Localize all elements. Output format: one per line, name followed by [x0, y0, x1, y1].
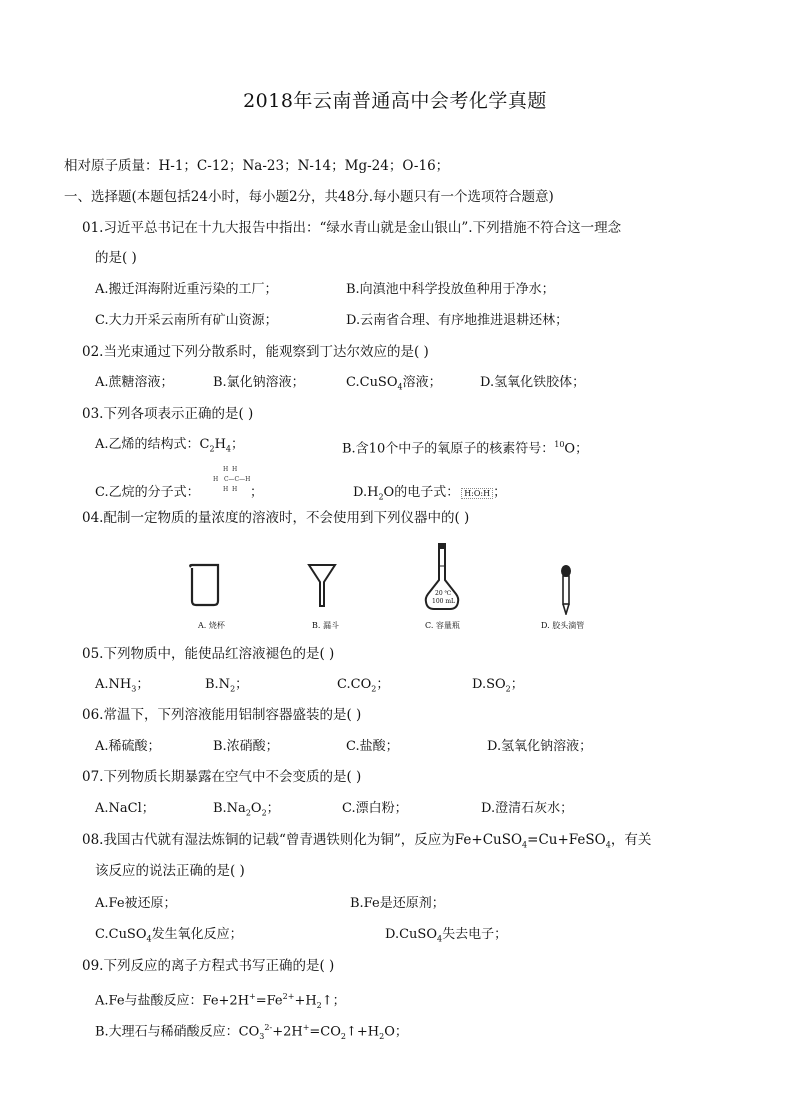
q2-option-b: B.氯化钠溶液； — [213, 375, 305, 390]
q1-option-c: C.大力开采云南所有矿山资源； — [95, 313, 278, 328]
q8-option-a: A.Fe被还原； — [95, 896, 177, 911]
caption-a: A. 烧杯 — [198, 621, 225, 630]
q6-option-b: B.浓硝酸； — [213, 739, 279, 754]
beaker-icon — [188, 563, 222, 607]
q5-option-c: $C.CO_2$； — [337, 677, 390, 694]
q5-option-d: $D.SO_2$； — [472, 677, 524, 694]
q2-option-d: D.氢氧化铁胶体； — [480, 375, 586, 390]
q6-stem: 06.常温下，下列溶液能用铝制容器盛装的是( ) — [82, 707, 362, 723]
section-heading: 一、选择题(本题包括24小时，每小题2分，共48分.每小题只有一个选项符合题意) — [64, 189, 554, 205]
atomic-mass-line: 相对原子质量：H-1；C-12；Na-23；N-14；Mg-24；O-16； — [64, 158, 450, 174]
q7-option-a: A.NaCl； — [95, 801, 155, 816]
q1-option-d: D.云南省合理、有序地推进退耕还林； — [346, 313, 569, 328]
flask-label-volume: 100 mL — [432, 598, 456, 605]
q3-stem: 03.下列各项表示正确的是( ) — [82, 406, 254, 422]
q3-option-b: B.含10个中子的氧原子的核素符号：$^{10}$O； — [342, 440, 589, 457]
q1-stem-line2: 的是( ) — [95, 250, 137, 266]
q9-option-b: B.大理石与稀硝酸反应：$CO_3^{2-}+2H^+=CO_2↑+H_2O$； — [95, 1023, 408, 1041]
q5-option-a: $A.NH_3$； — [95, 677, 150, 694]
q6-option-a: A.稀硫酸； — [95, 739, 161, 754]
q9-option-a: A.Fe与盐酸反应：$Fe+2H^+=Fe^{2+}+H_2↑$； — [95, 992, 346, 1010]
q7-stem: 07.下列物质长期暴露在空气中不会变质的是( ) — [82, 769, 362, 785]
caption-c: C. 容量瓶 — [425, 621, 460, 630]
q1-option-a: A.搬迁洱海附近重污染的工厂； — [95, 282, 278, 297]
dropper-icon — [558, 565, 574, 615]
q6-option-d: D.氢氧化钠溶液； — [487, 739, 593, 754]
page-title: 2018年云南普通高中会考化学真题 — [243, 90, 547, 112]
q8-option-d: D.CuSO$_4$失去电子； — [385, 927, 508, 944]
q7-option-b: $B.Na_2O_2$； — [213, 801, 280, 818]
q4-stem: 04.配制一定物质的量浓度的溶液时，不会使用到下列仪器中的( ) — [82, 510, 470, 526]
q7-option-c: C.漂白粉； — [342, 801, 408, 816]
caption-b: B. 漏斗 — [312, 621, 339, 630]
q8-option-c: C.CuSO$_4$发生氧化反应； — [95, 927, 243, 944]
q9-stem: 09.下列反应的离子方程式书写正确的是( ) — [82, 958, 335, 974]
caption-d: D. 胶头滴管 — [541, 621, 585, 630]
q1-option-b: B.向滇池中科学投放鱼种用于净水； — [346, 282, 555, 297]
q2-stem: 02.当光束通过下列分散系时，能观察到丁达尔效应的是( ) — [82, 344, 429, 360]
q8-option-b: B.Fe是还原剂； — [350, 896, 445, 911]
q2-option-a: A.蔗糖溶液； — [95, 375, 174, 390]
q8-stem-line2: 该反应的说法正确的是( ) — [95, 863, 245, 879]
exam-page: 2018年云南普通高中会考化学真题 相对原子质量：H-1；C-12；Na-23；N-14；Mg-24；O-16； 一、选择题(本题包括24小时，每小题2分，共48分.每小题只有一个选项符合题意) 01.习近平总书记在十九大报告中指出：“绿水青山就是金山银山”.下列措施不符合这一理念 的是( ) A.搬迁洱海附近重污染的工厂； B.向滇池中科学投放鱼种用于净水； C.大力开采云南所有矿山资源； D.云南省合理、有序地推进退耕还林； 02.当光束通过下列分散系时，能观察到丁达尔效应的是( ) A.蔗糖溶液； B.氯化钠溶液； C.CuSO$_4$溶液； D.氢氧化铁胶体； 03.下列各项表示正确的是( ) A.乙烯的结构式：$C_2H_4$； B.含10个中子的氧原子的核素符号：$^{10}$O； C.乙烷的分子式： H H H C—C—H H H ； $D.H_2O$的电子式： H:O:H ； 04.配制一定物质的量浓度的溶液时，不会使用到下列仪器中的( ) A. 烧杯 B. 漏斗 20 ℃ 100 mL C. 容量瓶 D. 胶头滴管 05.下列物质中，能使品红溶液褪色的是( ) $A.NH_3$； $B.N_2$； $C.CO_2$； $D.SO_2$； 06.常温下，下列溶液能用铝制容器盛装的是( ) A.稀硫酸； B.浓硝酸； C.盐酸； D.氢氧化钠溶液； 07.下列物质长期暴露在空气中不会变质的是( ) A.NaCl； $B.Na_2O_2$； C.漂白粉； D.澄清石灰水； 08.我国古代就有湿法炼铜的记载“曾青遇铁则化为铜”，反应为Fe+CuSO$_4$=Cu+FeSO$_4$，有关 该反应的说法正确的是( ) A.Fe被还原； B.Fe是还原剂； C.CuSO$_4$发生氧化反应； D.CuSO$_4$失去电子； 09.下列反应的离子方程式书写正确的是( ) A.Fe与盐酸反应：$Fe+2H^+=Fe^{2+}+H_2↑$； B.大理石与稀硝酸反应：$CO_3^{2-}+2H^+=CO_2↑+H_2O$； — [0, 0, 790, 1119]
q3-option-a: A.乙烯的结构式：$C_2H_4$； — [95, 437, 245, 454]
q2-option-c: C.CuSO$_4$溶液； — [346, 375, 442, 392]
q8-stem-line1: 08.我国古代就有湿法炼铜的记载“曾青遇铁则化为铜”，反应为Fe+CuSO$_4$=Cu+FeSO$_4$，有关 — [82, 832, 652, 850]
q3-option-c: C.乙烷的分子式： — [95, 485, 200, 500]
flask-label-temp: 20 ℃ — [435, 590, 452, 597]
q6-option-c: C.盐酸； — [346, 739, 399, 754]
q5-option-b: $B.N_2$； — [205, 677, 249, 694]
q5-stem: 05.下列物质中，能使品红溶液褪色的是( ) — [82, 646, 335, 662]
funnel-icon — [307, 562, 337, 608]
q3-option-c-end: ； — [250, 485, 264, 500]
q1-stem-line1: 01.习近平总书记在十九大报告中指出：“绿水青山就是金山银山”.下列措施不符合这一理念 — [82, 220, 622, 236]
q7-option-d: D.澄清石灰水； — [481, 801, 574, 816]
q3-option-d: $D.H_2O$的电子式： H:O:H ； — [353, 485, 507, 502]
